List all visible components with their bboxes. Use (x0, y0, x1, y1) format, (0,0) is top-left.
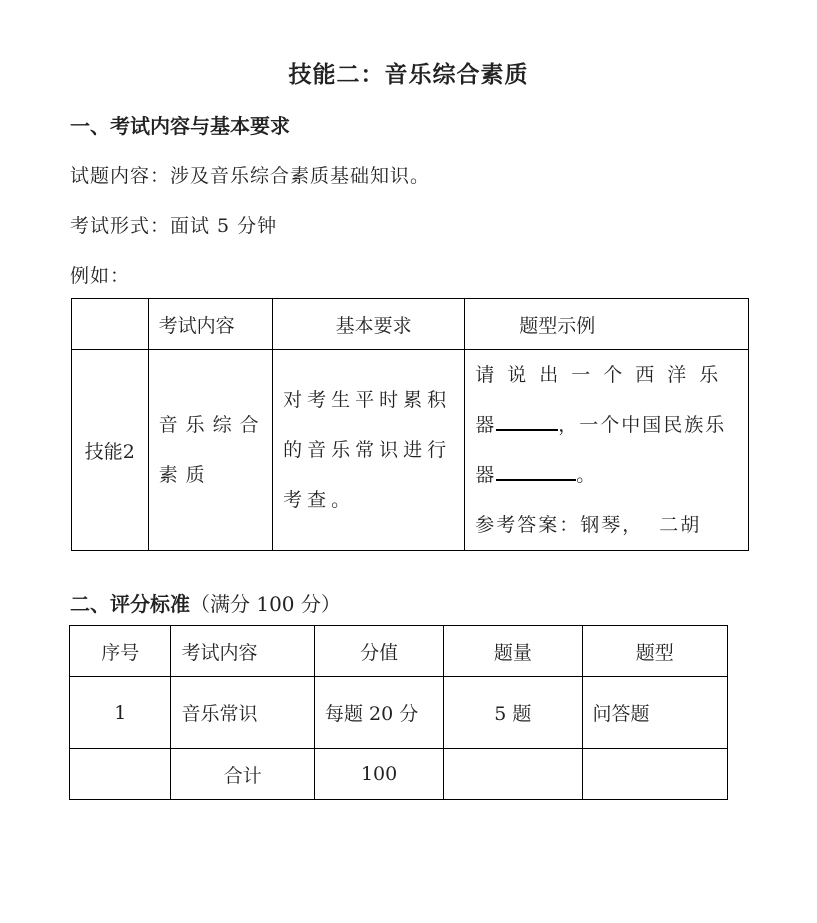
content-requirements-table (71, 298, 749, 551)
table-header-row (72, 299, 749, 350)
row-cell-number: 1 (70, 677, 171, 749)
scoring-table (69, 625, 728, 800)
answer-blank (496, 459, 576, 481)
content-line: 音乐综合 (158, 414, 267, 436)
example-text: 器 (475, 464, 497, 486)
exam-format: 考试形式：面试 5 分钟 (70, 215, 278, 237)
example-label: 例如： (70, 265, 131, 287)
example-text: 。 (576, 464, 598, 486)
header-cell-content: 考试内容 (148, 299, 272, 350)
content-description: 试题内容：涉及音乐综合素质基础知识。 (70, 165, 431, 187)
total-score: 100 (314, 749, 443, 800)
example-line (475, 450, 740, 500)
total-cell-empty (582, 749, 727, 800)
row-cell-content: 音乐常识 (171, 677, 315, 749)
reference-answer: 参考答案：钢琴， 二胡 (475, 514, 702, 536)
requirements-line: 考查。 (283, 489, 356, 511)
example-line: 请说出一个西洋乐 (475, 364, 732, 386)
header-cell-type: 题型 (582, 626, 727, 677)
section1-heading: 一、考试内容与基本要求 (70, 114, 290, 138)
table-header-row (70, 626, 728, 677)
requirements-cell (273, 350, 465, 551)
item-cell: 技能2 (72, 350, 149, 551)
content-cell (148, 350, 272, 551)
table-row (72, 350, 749, 551)
row-cell-count: 5 题 (444, 677, 582, 749)
table-row (70, 677, 728, 749)
example-line (475, 400, 740, 450)
content-line: 素质 (158, 464, 213, 486)
header-cell-empty (72, 299, 149, 350)
header-cell-content: 考试内容 (171, 626, 315, 677)
section2-note: （满分 100 分） (190, 592, 341, 616)
example-text: 器 (475, 414, 497, 436)
row-cell-type: 问答题 (582, 677, 727, 749)
example-cell (465, 350, 749, 551)
total-cell-empty (444, 749, 582, 800)
header-cell-requirements: 基本要求 (273, 299, 465, 350)
answer-blank (496, 409, 558, 431)
requirements-line: 对考生平时累积 (283, 389, 452, 411)
header-cell-score: 分值 (314, 626, 443, 677)
row-cell-score: 每题 20 分 (314, 677, 443, 749)
total-label: 合计 (171, 749, 315, 800)
header-cell-count: 题量 (444, 626, 582, 677)
page-title: 技能二：音乐综合素质 (288, 62, 529, 88)
requirements-line: 的音乐常识进行 (283, 439, 452, 461)
total-cell-empty (70, 749, 171, 800)
header-cell-example: 题型示例 (465, 299, 749, 350)
section2-heading (70, 588, 341, 617)
example-text: ，一个中国民族乐 (558, 414, 727, 436)
section2-title: 二、评分标准 (70, 592, 190, 616)
header-cell-number: 序号 (70, 626, 171, 677)
table-row (70, 749, 728, 800)
